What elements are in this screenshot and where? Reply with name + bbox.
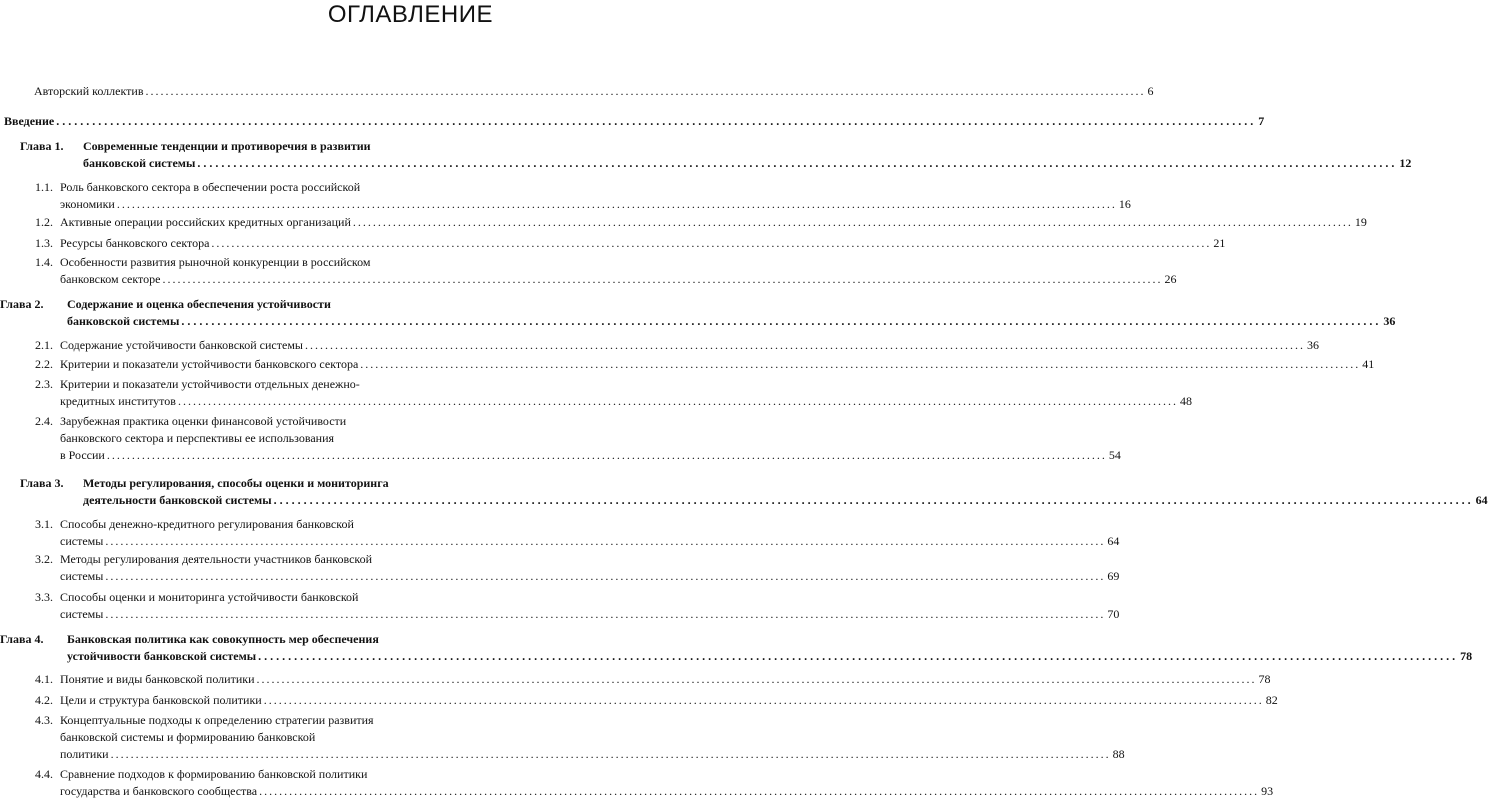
- toc-line: [0, 337, 1319, 354]
- toc-page-number: 36: [1383, 314, 1396, 328]
- dot-leader: ........................................................................................................................................................................................................: [360, 357, 1361, 371]
- toc-entry-2.2: [0, 356, 1375, 373]
- toc-title: банковского сектора и перспективы ее использования: [60, 431, 335, 445]
- toc-title: Концептуальные подходы к определению стратегии развития: [60, 713, 374, 727]
- toc-number: 1.3.: [35, 236, 53, 250]
- toc-entry-3.3: [0, 589, 1120, 623]
- toc-entry-3.1: [0, 516, 1120, 550]
- dot-leader: ........................................................................................................................................................................................................: [263, 693, 1264, 707]
- toc-page-number: 70: [1107, 607, 1120, 621]
- toc-page-number: 7: [1258, 114, 1265, 128]
- toc-number: 4.3.: [35, 713, 53, 727]
- toc-title: системы: [60, 607, 104, 621]
- toc-entry-3: [0, 475, 1488, 509]
- toc-title: Ресурсы банковского сектора: [60, 236, 210, 250]
- toc-line: [0, 746, 1125, 763]
- toc-line: [0, 254, 497, 271]
- toc-line: [0, 138, 497, 155]
- toc-title: устойчивости банковской системы: [67, 649, 257, 663]
- toc-entry: [0, 113, 1265, 130]
- toc-page-number: 78: [1258, 672, 1271, 686]
- dot-leader: ........................................................................................................................................................................................................: [211, 236, 1212, 250]
- toc-line: [0, 235, 1226, 252]
- toc-line: [0, 447, 1121, 464]
- toc-title: Сравнение подходов к формированию банковской политики: [60, 767, 368, 781]
- toc-title: Критерии и показатели устойчивости отдельных денежно-: [60, 377, 360, 391]
- toc-title: Содержание устойчивости банковской системы: [60, 338, 303, 352]
- toc-number: 3.1.: [35, 517, 53, 531]
- toc-number: Глава 1.: [20, 139, 64, 153]
- toc-line: [0, 492, 1488, 509]
- toc-line: [0, 413, 497, 430]
- toc-line: [0, 631, 497, 648]
- toc-entry-2.1: [0, 337, 1319, 354]
- toc-page-number: 82: [1265, 693, 1278, 707]
- toc-number: 3.3.: [35, 590, 53, 604]
- toc-number: Глава 2.: [0, 297, 44, 311]
- toc-page-number: 26: [1164, 272, 1177, 286]
- toc-line: [0, 671, 1271, 688]
- toc-line: [0, 729, 497, 746]
- toc-page-number: 21: [1213, 236, 1226, 250]
- toc-entry-1: [0, 138, 1412, 172]
- toc-title: Банковская политика как совокупность мер обеспечения: [67, 632, 379, 646]
- toc-line: [0, 516, 497, 533]
- toc-page-number: 64: [1475, 493, 1488, 507]
- toc-line: [0, 589, 497, 606]
- toc-page-number: 48: [1179, 394, 1192, 408]
- toc-line: [0, 356, 1375, 373]
- toc-line: [0, 296, 497, 313]
- toc-title: Содержание и оценка обеспечения устойчивости: [67, 297, 331, 311]
- toc-page-number: 78: [1460, 649, 1473, 663]
- toc-line: [0, 692, 1278, 709]
- toc-title: государства и банковского сообщества: [60, 784, 258, 798]
- toc-number: 3.2.: [35, 552, 53, 566]
- toc-line: [0, 83, 1154, 100]
- dot-leader: ........................................................................................................................................................................................................: [105, 534, 1106, 548]
- toc-line: [0, 313, 1396, 330]
- toc-title: банковской системы и формированию банковской: [60, 730, 316, 744]
- toc-number: 1.2.: [35, 215, 53, 229]
- toc-line: [0, 271, 1177, 288]
- toc-number: 4.1.: [35, 672, 53, 686]
- toc-entry-4.2: [0, 692, 1278, 709]
- dot-leader: ........................................................................................................................................................................................................: [273, 493, 1474, 507]
- toc-number: 2.2.: [35, 357, 53, 371]
- toc-number: Глава 4.: [0, 632, 44, 646]
- toc-line: [0, 606, 1120, 623]
- toc-title: банковской системы: [67, 314, 180, 328]
- toc-title: Введение: [4, 114, 55, 128]
- toc-line: [0, 214, 1367, 231]
- toc-line: [0, 376, 497, 393]
- toc-entry-1.4: [0, 254, 1177, 288]
- toc-line: [0, 475, 497, 492]
- toc-page-number: 64: [1107, 534, 1120, 548]
- toc-entry-4.3: [0, 712, 1125, 763]
- toc-line: [0, 196, 1131, 213]
- toc-title: Зарубежная практика оценки финансовой устойчивости: [60, 414, 347, 428]
- toc-entry-1.1: [0, 179, 1131, 213]
- toc-line: [0, 766, 497, 783]
- toc-title: Способы денежно-кредитного регулирования банковской: [60, 517, 354, 531]
- toc-entry-4.4: [0, 766, 1274, 800]
- dot-leader: ........................................................................................................................................................................................................: [162, 272, 1163, 286]
- toc-number: 1.1.: [35, 180, 53, 194]
- toc-line: [0, 113, 1265, 130]
- toc-title: Роль банковского сектора в обеспечении роста российской: [60, 180, 361, 194]
- dot-leader: ........................................................................................................................................................................................................: [304, 338, 1305, 352]
- toc-page-number: 6: [1147, 84, 1154, 98]
- toc-number: 4.2.: [35, 693, 53, 707]
- toc-title: экономики: [60, 197, 115, 211]
- dot-leader: ........................................................................................................................................................................................................: [105, 607, 1106, 621]
- toc-page-number: 41: [1362, 357, 1375, 371]
- dot-leader: ........................................................................................................................................................................................................: [256, 672, 1257, 686]
- toc-line: [0, 648, 1473, 665]
- toc-title: Цели и структура банковской политики: [60, 693, 262, 707]
- toc-line: [0, 393, 1192, 410]
- toc-line: [0, 533, 1120, 550]
- dot-leader: ........................................................................................................................................................................................................: [145, 84, 1146, 98]
- toc-title: Методы регулирования деятельности участников банковской: [60, 552, 373, 566]
- toc-number: 4.4.: [35, 767, 53, 781]
- toc-title: в России: [60, 448, 105, 462]
- toc-entry: [0, 83, 1154, 100]
- toc-title: Методы регулирования, способы оценки и мониторинга: [83, 476, 389, 490]
- toc-entry-2.4: [0, 413, 1121, 464]
- toc-title: Способы оценки и мониторинга устойчивости банковской: [60, 590, 359, 604]
- toc-page-number: 12: [1399, 156, 1412, 170]
- dot-leader: ........................................................................................................................................................................................................: [197, 156, 1398, 170]
- toc-entry-4.1: [0, 671, 1271, 688]
- toc-entry-3.2: [0, 551, 1120, 585]
- toc-entry-2: [0, 296, 1396, 330]
- toc-title: системы: [60, 534, 104, 548]
- toc-number: 2.1.: [35, 338, 53, 352]
- toc-page-number: 69: [1107, 569, 1120, 583]
- dot-leader: ........................................................................................................................................................................................................: [181, 314, 1382, 328]
- toc-line: [0, 430, 497, 447]
- dot-leader: ........................................................................................................................................................................................................: [105, 569, 1106, 583]
- toc-line: [0, 783, 1274, 800]
- dot-leader: ........................................................................................................................................................................................................: [116, 197, 1117, 211]
- dot-leader: ........................................................................................................................................................................................................: [106, 448, 1107, 462]
- toc-title: деятельности банковской системы: [83, 493, 272, 507]
- dot-leader: ........................................................................................................................................................................................................: [177, 394, 1178, 408]
- toc-title: Активные операции российских кредитных организаций: [60, 215, 351, 229]
- toc-entry-1.2: [0, 214, 1367, 231]
- toc-title: Авторский коллектив: [34, 84, 144, 98]
- toc-page-number: 36: [1306, 338, 1319, 352]
- toc-title: банковском секторе: [60, 272, 161, 286]
- toc-title: Понятие и виды банковской политики: [60, 672, 255, 686]
- dot-leader: ........................................................................................................................................................................................................: [258, 649, 1459, 663]
- toc-entry-1.3: [0, 235, 1226, 252]
- toc-number: 2.4.: [35, 414, 53, 428]
- dot-leader: ........................................................................................................................................................................................................: [352, 215, 1353, 229]
- toc-title: системы: [60, 569, 104, 583]
- toc-page-number: 54: [1108, 448, 1121, 462]
- page-title: ОГЛАВЛЕНИЕ: [327, 1, 493, 28]
- toc-number: Глава 3.: [20, 476, 64, 490]
- toc-line: [0, 568, 1120, 585]
- toc-page-number: 19: [1354, 215, 1367, 229]
- toc-page-number: 88: [1112, 747, 1125, 761]
- toc-line: [0, 551, 497, 568]
- toc-title: политики: [60, 747, 109, 761]
- dot-leader: ........................................................................................................................................................................................................: [56, 114, 1257, 128]
- toc-number: 1.4.: [35, 255, 53, 269]
- toc-line: [0, 155, 1412, 172]
- toc-title: Критерии и показатели устойчивости банковского сектора: [60, 357, 359, 371]
- toc-title: банковской системы: [83, 156, 196, 170]
- toc-number: 2.3.: [35, 377, 53, 391]
- toc-title: Современные тенденции и противоречия в развитии: [83, 139, 371, 153]
- toc-line: [0, 179, 497, 196]
- toc-title: Особенности развития рыночной конкуренции в российском: [60, 255, 371, 269]
- toc-title: кредитных институтов: [60, 394, 176, 408]
- toc-line: [0, 712, 497, 729]
- dot-leader: ........................................................................................................................................................................................................: [110, 747, 1111, 761]
- toc-page-number: 16: [1118, 197, 1131, 211]
- toc-entry-4: [0, 631, 1473, 665]
- dot-leader: ........................................................................................................................................................................................................: [259, 784, 1260, 798]
- toc-entry-2.3: [0, 376, 1192, 410]
- toc-page-number: 93: [1261, 784, 1274, 798]
